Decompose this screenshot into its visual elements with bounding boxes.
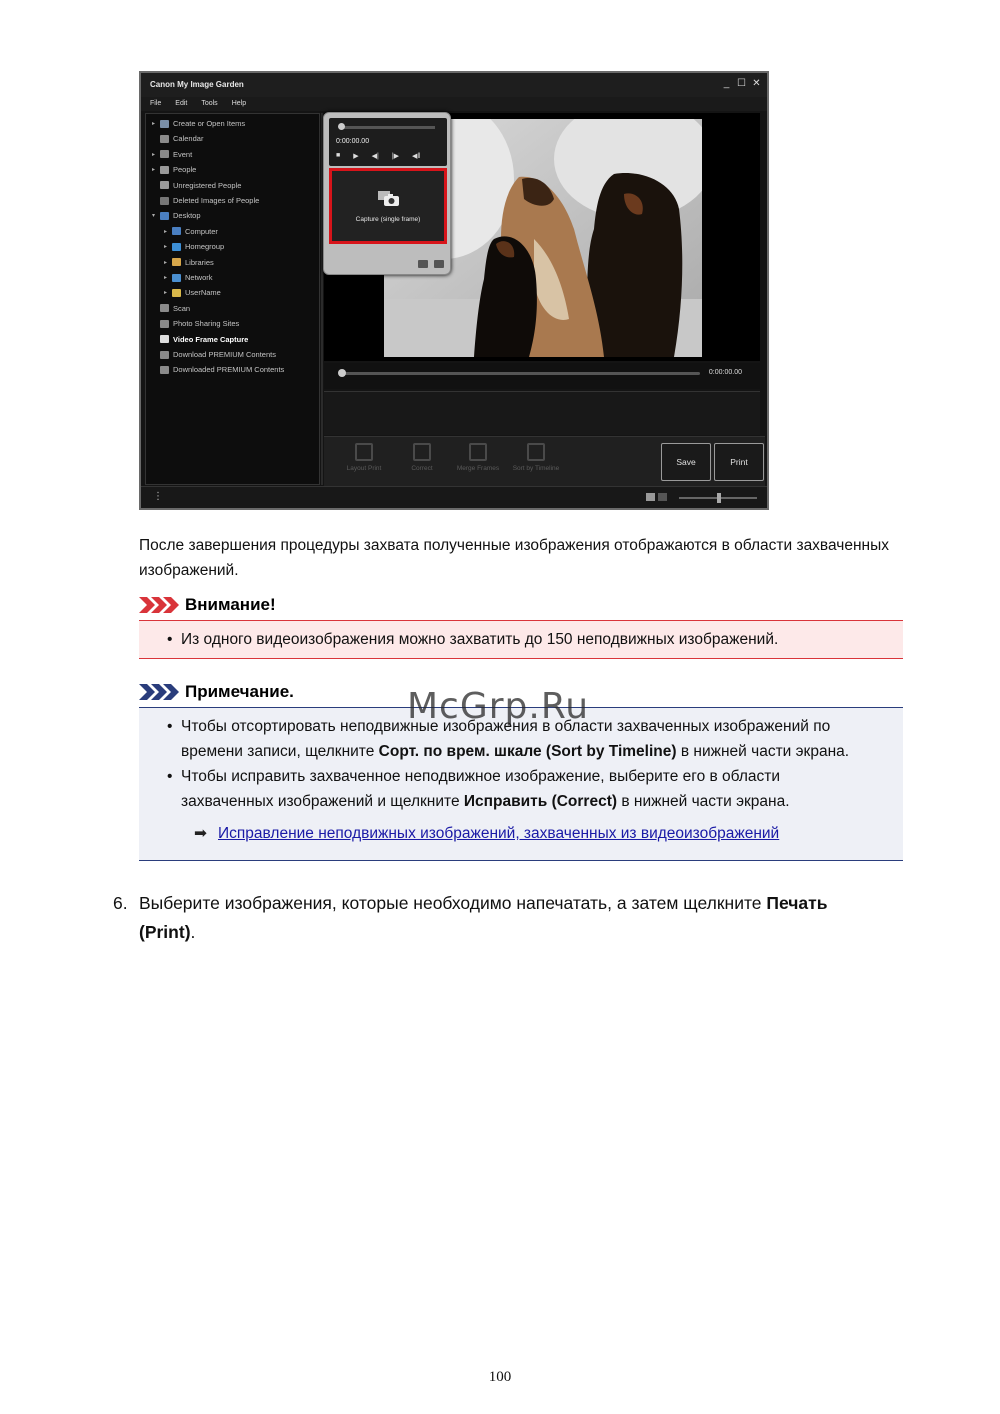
tree-item-label: Scan	[173, 303, 191, 313]
step-number: 6.	[113, 893, 128, 913]
window-controls	[722, 78, 761, 89]
attention-header	[139, 593, 903, 619]
attention-chevron-icon	[139, 597, 181, 613]
info-icon[interactable]: ⋮	[153, 491, 163, 502]
camera-icon	[378, 191, 400, 207]
tree-expand-icon[interactable]: ▸	[152, 121, 156, 127]
tree-item[interactable]	[164, 225, 218, 238]
folder-icon	[172, 227, 181, 235]
tree-item[interactable]	[152, 163, 196, 176]
tree-item[interactable]	[152, 302, 190, 315]
bullet-icon: •	[167, 718, 173, 735]
capture-mode-multi-icon[interactable]	[434, 260, 444, 268]
capture-label: Capture (single frame)	[355, 216, 421, 223]
folder-icon	[160, 351, 169, 359]
folder-icon	[160, 181, 169, 189]
volume-icon[interactable]: ◀ǁ	[412, 153, 421, 160]
tree-item[interactable]	[164, 286, 221, 299]
note-chevron-icon	[139, 684, 181, 700]
correct-label: Correct	[411, 465, 433, 472]
seek-track[interactable]	[340, 372, 700, 375]
correct-button[interactable]	[396, 441, 448, 483]
folder-icon	[172, 243, 181, 251]
menu-file[interactable]: File	[150, 100, 162, 107]
tree-expand-icon[interactable]: ▸	[164, 228, 168, 235]
folder-icon	[160, 135, 169, 143]
tree-item-label: Computer	[185, 226, 218, 236]
tree-item[interactable]	[152, 333, 248, 346]
merge-frames-label: Merge Frames	[456, 465, 500, 472]
tree-item[interactable]	[152, 194, 259, 207]
tree-item-label: People	[173, 165, 197, 175]
stop-icon[interactable]: ■	[336, 152, 341, 159]
captured-images-area	[324, 391, 760, 435]
tree-item[interactable]	[152, 348, 276, 361]
maximize-button[interactable]: ☐	[737, 78, 746, 89]
folder-icon	[160, 197, 169, 205]
title-bar	[141, 73, 767, 97]
tree-expand-icon[interactable]: ▸	[164, 275, 168, 281]
next-frame-icon[interactable]: |▶	[391, 153, 400, 160]
related-link-row	[194, 821, 779, 846]
save-button[interactable]: Save	[661, 443, 711, 481]
tree-item[interactable]	[152, 117, 245, 130]
note-item-correct: Чтобы исправить захваченное неподвижное изображение, выберите его в области захваченных изображений и щелкните Исправить (Correct) в нижней части экрана.	[181, 768, 790, 810]
capture-panel	[323, 112, 451, 275]
tree-item-label: Calendar	[173, 134, 204, 144]
status-bar	[141, 486, 767, 508]
folder-icon	[172, 289, 181, 297]
tree-item-label: Libraries	[185, 257, 214, 267]
note-title: Примечание.	[185, 682, 294, 701]
merge-frames-button[interactable]	[452, 441, 504, 483]
previous-frame-icon[interactable]: ◀|	[371, 153, 379, 160]
merge-frames-icon	[469, 443, 487, 461]
bullet-icon: •	[167, 768, 173, 785]
folder-icon	[160, 304, 169, 312]
view-mode-icon[interactable]	[646, 493, 655, 501]
bullet-icon: •	[167, 631, 173, 648]
tree-item[interactable]	[152, 209, 201, 222]
app-window	[139, 71, 769, 510]
tree-item[interactable]	[152, 179, 241, 192]
attention-item: Из одного видеоизображения можно захватить до 150 неподвижных изображений.	[181, 631, 779, 648]
tree-item[interactable]	[152, 132, 203, 145]
tree-item[interactable]	[164, 240, 224, 253]
correct-captured-images-link[interactable]: Исправление неподвижных изображений, захваченных из видеоизображений	[218, 825, 780, 842]
note-box	[139, 707, 903, 861]
panel-seek-track[interactable]	[339, 126, 435, 129]
result-paragraph: После завершения процедуры захвата полученные изображения отображаются в области захваченных изображений.	[139, 537, 889, 579]
playback-controls	[329, 118, 447, 166]
sort-by-timeline-button[interactable]	[510, 441, 562, 483]
tree-expand-icon[interactable]: ▸	[152, 167, 156, 174]
note-item-sort: Чтобы отсортировать неподвижные изображения в области захваченных изображений по времени записи, щелкните Сорт. по врем. шкале (Sort by Timeline) в нижней части экрана.	[181, 718, 850, 760]
folder-icon	[160, 150, 169, 158]
sort-by-timeline-icon	[527, 443, 545, 461]
folder-icon	[160, 212, 169, 220]
tree-expand-icon[interactable]: ▾	[152, 213, 156, 220]
menu-bar	[141, 97, 767, 111]
tree-item[interactable]	[164, 271, 213, 284]
tree-item[interactable]	[152, 363, 284, 376]
seek-handle[interactable]	[338, 369, 346, 377]
menu-edit[interactable]: Edit	[175, 100, 188, 107]
tree-item-label: Homegroup	[185, 242, 225, 252]
correct-icon	[413, 443, 431, 461]
tree-expand-icon[interactable]: ▸	[164, 244, 168, 251]
folder-icon	[160, 320, 169, 328]
tree-expand-icon[interactable]: ▸	[152, 151, 156, 158]
app-title: Canon My Image Garden	[150, 80, 244, 89]
menu-tools[interactable]: Tools	[201, 100, 218, 107]
navigation-tree	[145, 113, 320, 485]
tree-item-label: Photo Sharing Sites	[173, 319, 240, 329]
panel-seek-handle[interactable]	[338, 123, 345, 130]
layout-print-button[interactable]	[338, 441, 390, 483]
tree-item-label: Video Frame Capture	[173, 334, 249, 344]
tree-expand-icon[interactable]: ▸	[164, 290, 168, 297]
menu-help[interactable]: Help	[231, 100, 247, 107]
watermark: McGrp.Ru	[407, 686, 590, 727]
tree-item-label: UserName	[185, 288, 221, 298]
seek-bar[interactable]	[324, 363, 760, 389]
page-number: 100	[488, 1369, 512, 1385]
attention-box	[139, 620, 903, 659]
folder-icon	[160, 366, 169, 374]
arrow-right-icon: ➡	[194, 825, 207, 842]
folder-icon	[160, 166, 169, 174]
zoom-handle[interactable]	[717, 493, 721, 503]
panel-time: 0:00:00.00	[336, 138, 370, 145]
capture-mode-single-icon[interactable]	[418, 260, 428, 268]
tree-item[interactable]	[164, 256, 214, 269]
tree-item-label: Event	[173, 149, 193, 159]
folder-icon	[172, 258, 181, 266]
tree-item-label: Downloaded PREMIUM Contents	[173, 365, 285, 375]
tree-item-label: Create or Open Items	[173, 119, 246, 128]
tree-item[interactable]	[152, 317, 239, 330]
tree-item[interactable]	[152, 148, 192, 161]
tree-item-label: Deleted Images of People	[173, 196, 260, 205]
tree-item-label: Network	[185, 273, 213, 282]
minimize-button[interactable]: _	[723, 78, 730, 89]
step-text: Выберите изображения, которые необходимо напечатать, а затем щелкните Печать (Print).	[139, 893, 828, 942]
print-button[interactable]: Print	[714, 443, 764, 481]
tree-item-label: Desktop	[173, 211, 201, 221]
attention-title: Внимание!	[185, 595, 276, 614]
tree-expand-icon[interactable]: ▸	[164, 259, 168, 266]
folder-icon	[172, 274, 181, 282]
play-icon[interactable]: ▶	[353, 153, 359, 160]
bottom-toolbar	[324, 436, 765, 486]
tree-item-label: Download PREMIUM Contents	[173, 350, 276, 359]
current-time: 0:00:00.00	[708, 369, 742, 376]
layout-print-icon	[355, 443, 373, 461]
tree-item-label: Unregistered People	[173, 180, 242, 190]
view-mode-alt-icon[interactable]	[658, 493, 667, 501]
close-button[interactable]: ✕	[752, 78, 761, 89]
capture-single-frame-button[interactable]	[329, 168, 447, 244]
sort-by-timeline-label: Sort by Timeline	[512, 465, 560, 472]
layout-print-label: Layout Print	[346, 465, 382, 472]
folder-icon	[160, 120, 169, 128]
folder-icon	[160, 335, 169, 343]
